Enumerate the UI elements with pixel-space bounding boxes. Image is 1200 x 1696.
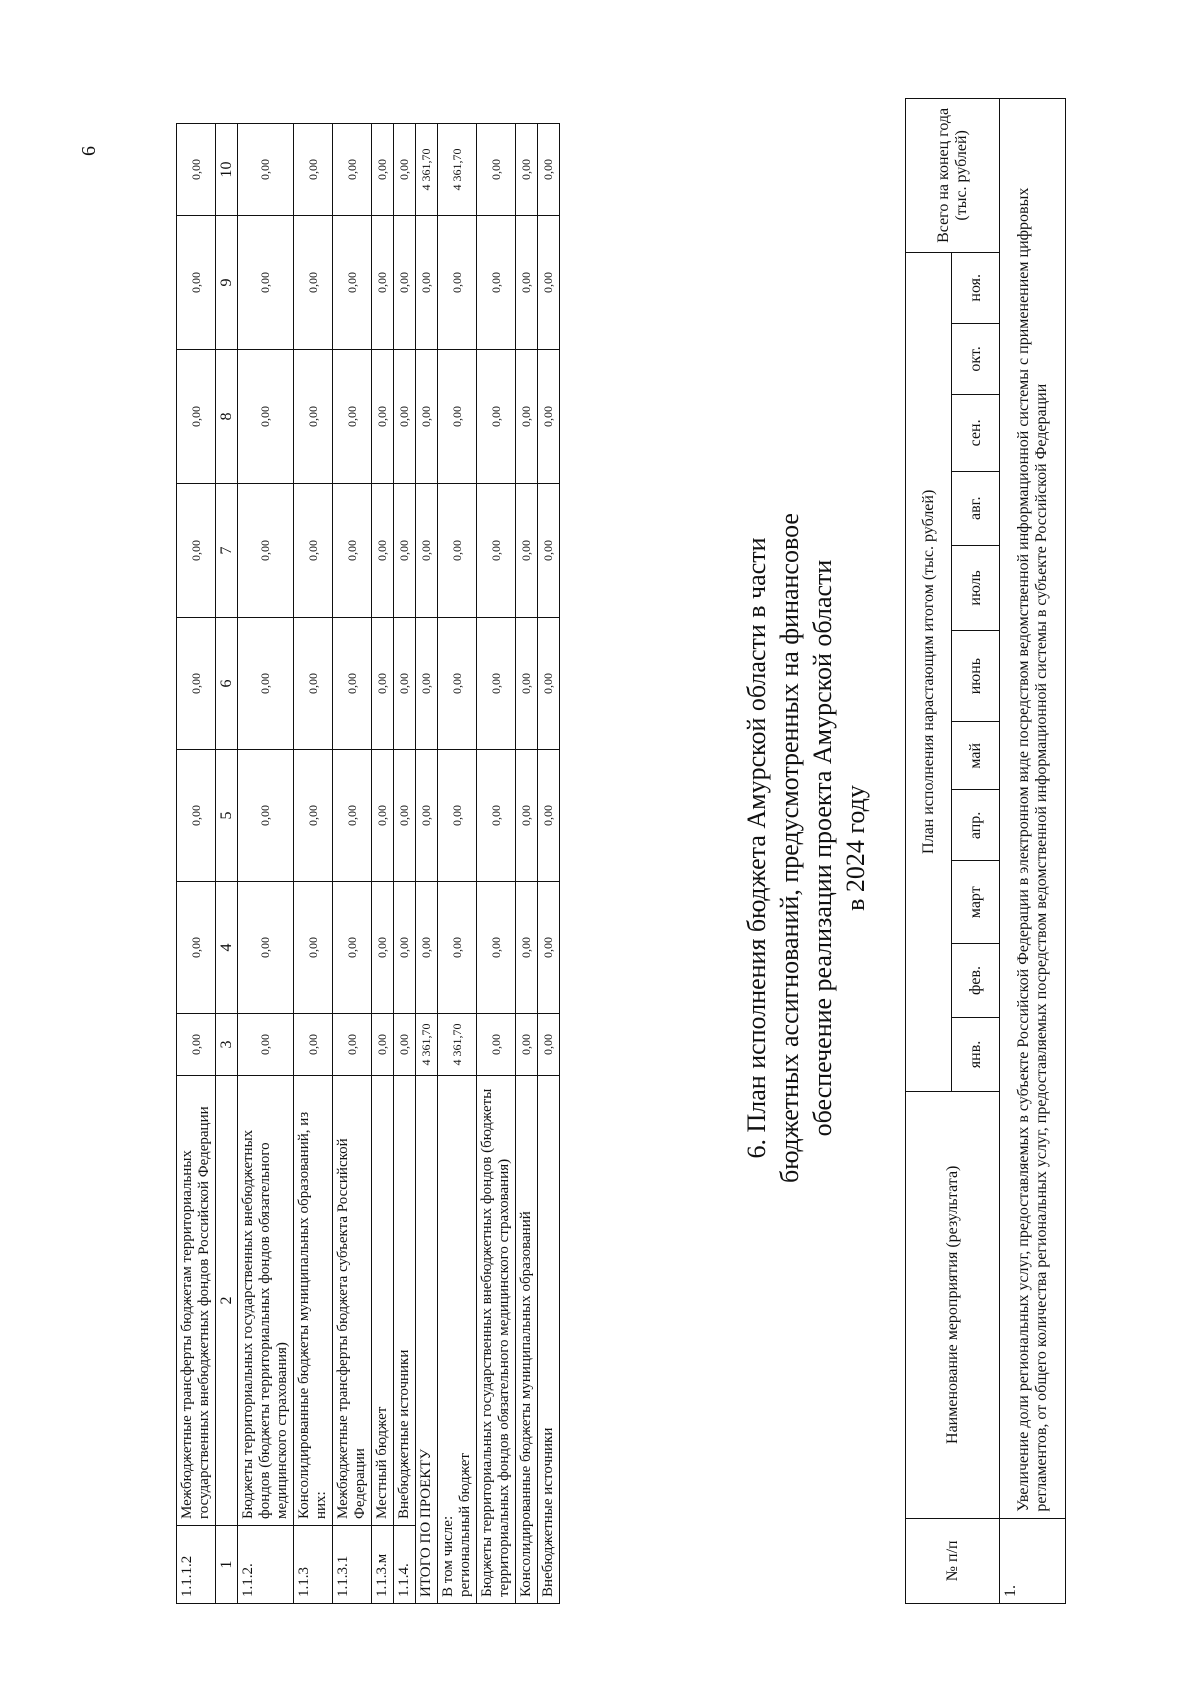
value-cell: 0,00 — [333, 618, 372, 750]
month-header: май — [952, 722, 1000, 790]
value-cell: 0,00 — [333, 350, 372, 484]
value-cell: 0,00 — [416, 216, 438, 350]
row-label: Местный бюджет — [372, 1076, 394, 1526]
table-row — [372, 124, 394, 1604]
value-cell: 0,00 — [294, 484, 333, 618]
col-header-plan: План исполнения нарастающим итогом (тыс. рублей) — [906, 252, 952, 1091]
month-header: авг. — [952, 471, 1000, 545]
month-header: янв. — [952, 1017, 1000, 1091]
value-cell: 0,00 — [238, 216, 294, 350]
section-title-line: в 2024 году — [841, 785, 870, 911]
row-label: Внебюджетные источники — [394, 1076, 416, 1526]
value-cell: 0,00 — [177, 1014, 216, 1076]
value-cell: 0,00 — [294, 216, 333, 350]
value-cell: 0,00 — [516, 1014, 538, 1076]
value-cell: 0,00 — [516, 882, 538, 1014]
value-cell: 0,00 — [333, 124, 372, 216]
value-cell: 0,00 — [416, 484, 438, 618]
value-cell: 0,00 — [516, 216, 538, 350]
table-row — [416, 124, 438, 1604]
value-cell: 7 — [216, 484, 238, 618]
value-cell: 6 — [216, 618, 238, 750]
value-cell: 0,00 — [372, 882, 394, 1014]
value-cell: 0,00 — [538, 1014, 560, 1076]
row-label: Межбюджетные трансферты бюджета субъекта Российской Федерации — [333, 1076, 372, 1526]
row-code: 1.1.1.2 — [177, 1526, 216, 1604]
month-header: июль — [952, 545, 1000, 630]
col-header-name: Наименование мероприятия (результата) — [906, 1091, 1000, 1518]
value-cell: 0,00 — [372, 124, 394, 216]
value-cell: 0,00 — [294, 882, 333, 1014]
value-cell: 0,00 — [438, 882, 477, 1014]
value-cell: 0,00 — [416, 882, 438, 1014]
value-cell: 0,00 — [477, 882, 516, 1014]
row-code: 1.1.4. — [394, 1526, 416, 1604]
value-cell: 4 361,70 — [416, 1014, 438, 1076]
value-cell: 0,00 — [372, 216, 394, 350]
section-title — [740, 420, 872, 1276]
value-cell: 0,00 — [477, 750, 516, 882]
section-title-line: обеспечение реализации проекта Амурской области — [808, 559, 837, 1137]
table-row — [538, 124, 560, 1604]
row-code: 1.1.3.м — [372, 1526, 394, 1604]
section-title-line: бюджетных ассигнований, предусмотренных на финансовое — [775, 513, 804, 1183]
value-cell: 4 361,70 — [416, 124, 438, 216]
value-cell: 0,00 — [177, 618, 216, 750]
month-header: март — [952, 861, 1000, 944]
value-cell: 3 — [216, 1014, 238, 1076]
value-cell: 0,00 — [294, 124, 333, 216]
value-cell: 0,00 — [516, 350, 538, 484]
value-cell: 0,00 — [516, 750, 538, 882]
value-cell: 8 — [216, 350, 238, 484]
row-label: Бюджеты территориальных государственных внебюджетных фондов (бюджеты территориальных фондов обязательного медицинского страхования) — [477, 1076, 516, 1604]
value-cell: 0,00 — [394, 216, 416, 350]
value-cell: 0,00 — [394, 618, 416, 750]
value-cell: 0,00 — [238, 618, 294, 750]
table-row — [438, 124, 477, 1604]
value-cell: 9 — [216, 216, 238, 350]
value-cell: 0,00 — [394, 350, 416, 484]
value-cell: 0,00 — [394, 484, 416, 618]
row-code: 1.1.3 — [294, 1526, 333, 1604]
value-cell: 0,00 — [416, 350, 438, 484]
value-cell: 0,00 — [177, 216, 216, 350]
month-header: апр. — [952, 790, 1000, 861]
value-cell: 0,00 — [438, 350, 477, 484]
value-cell: 0,00 — [294, 618, 333, 750]
value-cell: 0,00 — [477, 216, 516, 350]
value-cell: 0,00 — [538, 882, 560, 1014]
table-row — [238, 124, 294, 1604]
value-cell: 0,00 — [372, 750, 394, 882]
value-cell: 0,00 — [238, 484, 294, 618]
value-cell: 0,00 — [177, 750, 216, 882]
row-code: 1 — [216, 1526, 238, 1604]
value-cell: 0,00 — [177, 350, 216, 484]
value-cell: 0,00 — [438, 618, 477, 750]
value-cell: 0,00 — [538, 484, 560, 618]
value-cell: 0,00 — [538, 618, 560, 750]
col-header-total: Всего на конец года (тыс. рублей) — [906, 99, 1000, 253]
value-cell: 0,00 — [333, 1014, 372, 1076]
value-cell: 0,00 — [516, 124, 538, 216]
month-header: фев. — [952, 943, 1000, 1017]
value-cell: 0,00 — [477, 124, 516, 216]
row-number: 1. — [1000, 1518, 1066, 1603]
value-cell: 0,00 — [394, 882, 416, 1014]
col-header-num: № п/п — [906, 1518, 1000, 1603]
value-cell: 0,00 — [394, 1014, 416, 1076]
value-cell: 0,00 — [416, 618, 438, 750]
row-label: 2 — [216, 1076, 238, 1526]
value-cell: 0,00 — [333, 484, 372, 618]
row-label: В том числе: региональный бюджет — [438, 1076, 477, 1604]
value-cell: 0,00 — [372, 484, 394, 618]
value-cell: 4 361,70 — [438, 124, 477, 216]
value-cell: 10 — [216, 124, 238, 216]
value-cell: 0,00 — [538, 750, 560, 882]
table-row — [177, 124, 216, 1604]
value-cell: 0,00 — [477, 484, 516, 618]
value-cell: 4 — [216, 882, 238, 1014]
row-label: Консолидированные бюджеты муниципальных образований — [516, 1076, 538, 1604]
budget-table — [176, 123, 560, 1604]
value-cell: 0,00 — [477, 618, 516, 750]
table-row — [294, 124, 333, 1604]
page-number: 6 — [78, 146, 100, 156]
section-title-line: 6. План исполнения бюджета Амурской области в части — [742, 537, 771, 1159]
value-cell: 0,00 — [516, 618, 538, 750]
value-cell: 0,00 — [438, 750, 477, 882]
value-cell: 0,00 — [333, 882, 372, 1014]
value-cell: 0,00 — [394, 750, 416, 882]
value-cell: 0,00 — [238, 1014, 294, 1076]
row-label: Внебюджетные источники — [538, 1076, 560, 1604]
value-cell: 0,00 — [333, 750, 372, 882]
row-label: Межбюджетные трансферты бюджетам территориальных государственных внебюджетных фондов Российской Федерации — [177, 1076, 216, 1526]
value-cell: 0,00 — [238, 350, 294, 484]
value-cell: 0,00 — [538, 124, 560, 216]
row-code: 1.1.2. — [238, 1526, 294, 1604]
table-row — [477, 124, 516, 1604]
value-cell: 0,00 — [477, 1014, 516, 1076]
value-cell: 4 361,70 — [438, 1014, 477, 1076]
value-cell: 0,00 — [294, 750, 333, 882]
row-label: ИТОГО ПО ПРОЕКТУ — [416, 1076, 438, 1604]
value-cell: 0,00 — [372, 618, 394, 750]
value-cell: 0,00 — [416, 750, 438, 882]
month-header: окт. — [952, 323, 1000, 394]
value-cell: 0,00 — [238, 124, 294, 216]
value-cell: 0,00 — [516, 484, 538, 618]
value-cell: 0,00 — [333, 216, 372, 350]
value-cell: 0,00 — [538, 350, 560, 484]
plan-table — [905, 98, 1066, 1604]
value-cell: 5 — [216, 750, 238, 882]
row-code: 1.1.3.1 — [333, 1526, 372, 1604]
value-cell: 0,00 — [538, 216, 560, 350]
value-cell: 0,00 — [177, 124, 216, 216]
row-label: Бюджеты территориальных государственных внебюджетных фондов (бюджеты территориальных фондов обязательного медицинского страхования) — [238, 1076, 294, 1526]
value-cell: 0,00 — [294, 1014, 333, 1076]
value-cell: 0,00 — [477, 350, 516, 484]
row-label: Консолидированные бюджеты муниципальных образований, из них: — [294, 1076, 333, 1526]
table-row — [333, 124, 372, 1604]
value-cell: 0,00 — [438, 216, 477, 350]
value-cell: 0,00 — [438, 484, 477, 618]
month-header: июнь — [952, 631, 1000, 722]
table-row — [394, 124, 416, 1604]
value-cell: 0,00 — [394, 124, 416, 216]
value-cell: 0,00 — [177, 882, 216, 1014]
table-header-row — [216, 124, 238, 1604]
value-cell: 0,00 — [238, 750, 294, 882]
value-cell: 0,00 — [177, 484, 216, 618]
month-header: сен. — [952, 394, 1000, 471]
value-cell: 0,00 — [238, 882, 294, 1014]
value-cell: 0,00 — [372, 350, 394, 484]
value-cell: 0,00 — [294, 350, 333, 484]
row-activity-text: Увеличение доли региональных услуг, предоставляемых в субъекте Российской Федерации в электронном виде посредством ведомственной информационной системы с применением цифровых регламентов, от общего количества региональных услуг, предоставляемых посредством ведомственной информационной системы в субъекте Российской Федерации — [1000, 99, 1066, 1519]
month-header: ноя. — [952, 252, 1000, 323]
table-row — [516, 124, 538, 1604]
value-cell: 0,00 — [372, 1014, 394, 1076]
